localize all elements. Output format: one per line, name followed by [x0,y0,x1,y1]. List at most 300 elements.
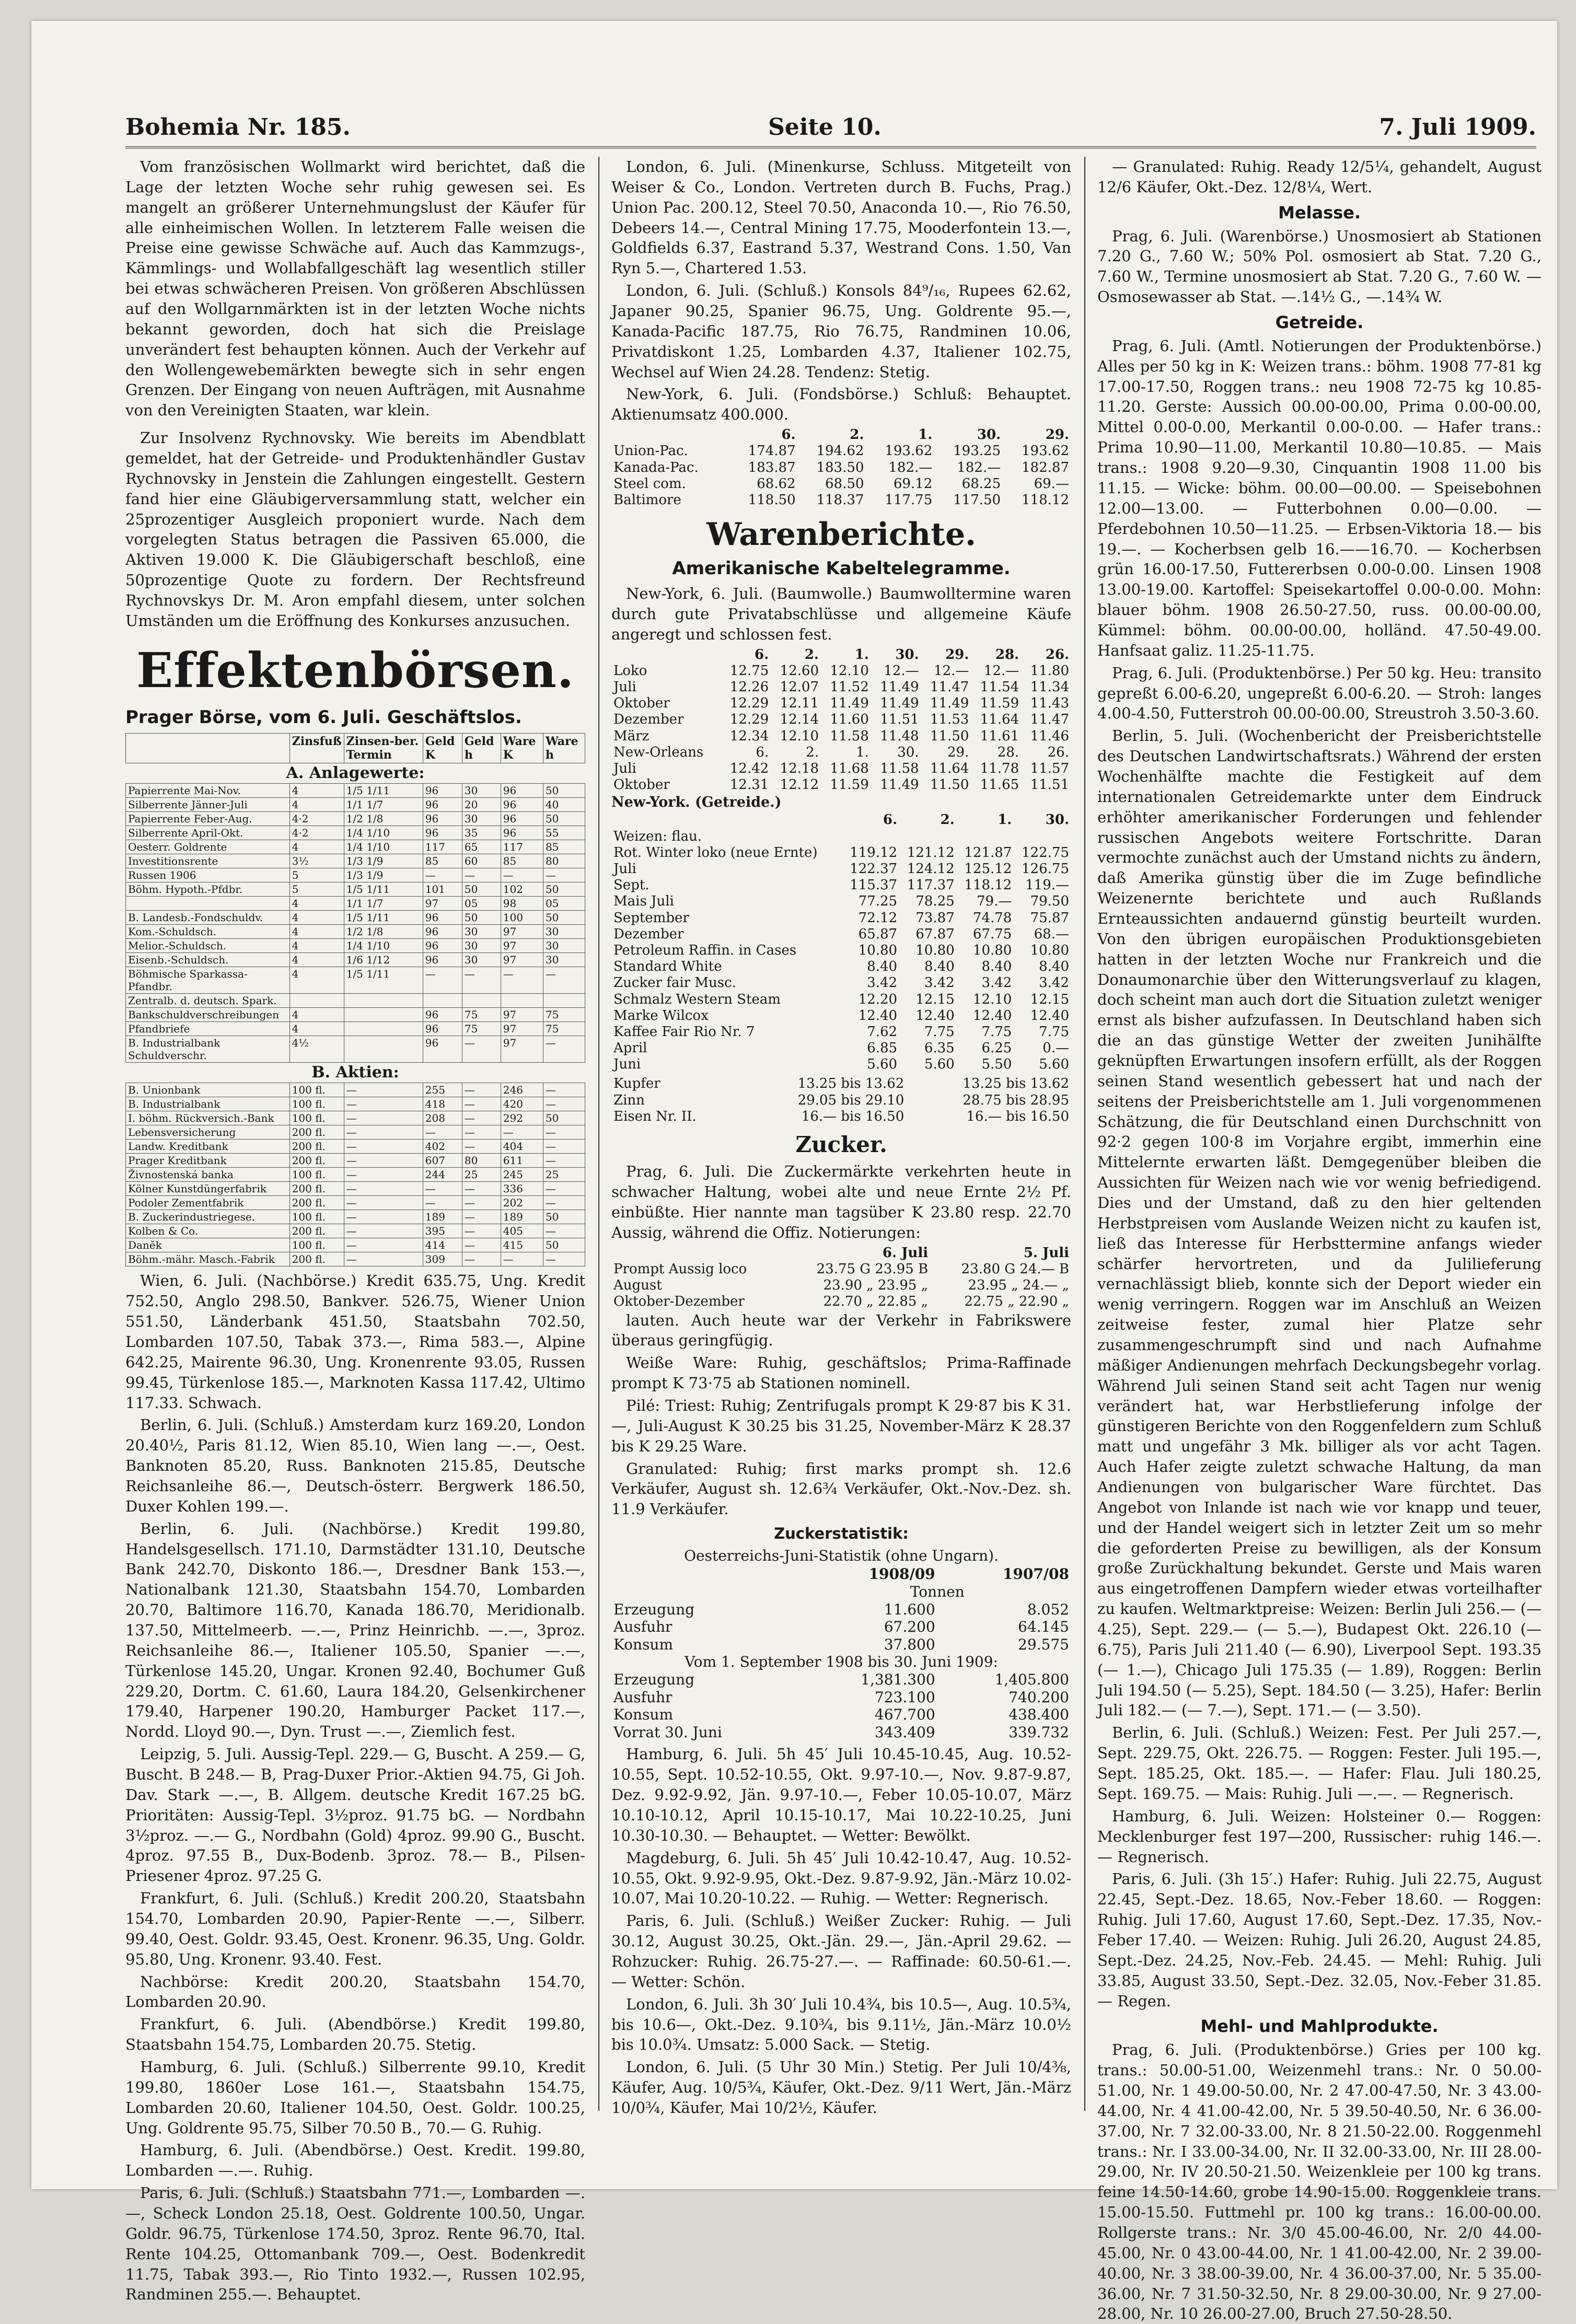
cell-value: 200 fl. [289,1252,344,1266]
cell-value: 12.40 [1030,1007,1069,1024]
cell-value: 29.575 [1018,1635,1069,1653]
column-header: 1907/08 [1002,1565,1069,1583]
cell-value: 11.43 [1030,695,1069,712]
report-berlin-nachboerse: Berlin, 6. Juli. (Nachbörse.) Kredit 199.80, Handelsgesellsch. 171.10, Darmstädter 131.10, Deutsche Bank 242.70, Diskonto 186.—, Dresdner Bank 153.—, Nationalbank 121.30, Staatsbahn 154.70, Lombarden 20.70, Baltimore 116.70, Kanada 186.70, Meridionalb. 137.50, Mittelmeerb. —.—, Prinz Heinrichb. —.—, 3proz. Reichsanleihe 86.—, Italiener 105.50, Spanier —.—, Türkenlose 145.20, Ungar. Kronen 92.40, Bochumer Guß 229.20, Dortm. C. 61.60, Laura 184.20, Gelsenkirchener 179.40, Harpener 190.20, Hamburger Packet 117.—, Nordd. Lloyd 90.—, Dyn. Trust —.—, Ziemlich fest. [125,1519,585,1741]
cell-value: 30 [462,939,501,953]
row-label: Konsum [613,1635,674,1653]
column-header: 29. [945,646,969,663]
cell-value: 11.58 [880,760,919,776]
bourse-row [126,840,585,854]
table-row [611,893,1071,910]
cell-value: — [344,1196,423,1210]
cell-value: — [462,1238,501,1252]
cell-value: 05 [462,897,501,911]
cell-value: 5.60 [867,1056,898,1073]
cell-value: 4 [289,953,344,967]
cell-value: — [543,1083,585,1097]
cell-value: 69.— [1034,475,1069,492]
table-row [611,1024,1071,1040]
cell-value [501,994,543,1008]
cell-value: 202 [501,1196,543,1210]
cell-value: 50 [543,1238,585,1252]
mehl-heading: Mehl- und Mahlprodukte. [1200,2016,1439,2037]
cell-value: 8.052 [1027,1600,1069,1618]
cell-value: 75 [462,1022,501,1036]
report-london-schluss: London, 6. Juli. (Schluß.) Konsols 84⁹/₁₆, Rupees 62.62, Japaner 90.25, Spanier 96.75, Ung. Goldrente 95.—, Kanada-Pacific 187.75, Rio 76.75, Randminen 10.06, Privatdiskont 1.25, Lombarden 4.37, Italiener 102.75, Wechsel auf Wien 24.28. Tendenz: Stetig. [611,282,1071,381]
cell-value: 183.87 [748,459,796,475]
cell-value [344,1008,423,1022]
cell-value: — [543,1252,585,1266]
cell-value [423,994,462,1008]
cell-value: 73.87 [916,910,955,926]
cell-value: 100 [501,911,543,925]
cell-value: — [543,1182,585,1196]
getreide-heading: Getreide. [1275,312,1364,333]
row-label: Kölner Kunstdüngerfabrik [126,1182,290,1196]
cell-value: 96 [423,812,462,826]
cell-value: 0.— [1042,1040,1069,1056]
row-label: Papierrente Feber-Aug. [126,812,290,826]
cell-value: 12.15 [916,991,955,1007]
kabeltelegramme-subheading: Amerikanische Kabeltelegramme. [672,557,1011,579]
cell-value: 1/3 1/9 [344,854,423,868]
cell-value: 96 [423,911,462,925]
article-insolvenz: Zur Insolvenz Rychnovsky. Wie bereits im Abendblatt gemeldet, hat der Getreide- und Produktenhändler Gustav Rychnovsky in Jenstein die Zahlungen eingestellt. Gestern fand hier eine Gläubigerversammlung statt, welcher ein 25prozentiger Ausgleich proponiert wurde. Nach dem vorgelegten Status betragen die Passiven 65.000, die Aktiven 19.000 K. Die Gläubigerschaft beschloß, eine 50prozentige Quote zu fordern. Der Rechtsfreund Rychnovskys Dr. M. Aron empfahl diesem, unter solchen Umständen um die Eröffnung des Konkurses anzusuchen. [125,429,585,630]
cell-value: 23.75 G 23.95 B [816,1261,929,1277]
cell-value: 67.200 [884,1618,935,1636]
bourse-row [126,1196,585,1210]
row-label: Steel com. [613,475,686,492]
cell-value: 10.80 [972,942,1012,958]
zucker-pile: Pilé: Triest: Ruhig; Zentrifugals prompt K 29·87 bis K 31.—, Juli-August K 30.25 bis 31.25, November-März K 28.37 bis K 29.25 Ware. [611,1396,1071,1455]
row-label: Weizen: flau. [613,828,702,844]
report-frankfurt-nachboerse: Nachbörse: Kredit 200.20, Staatsbahn 154.70, Lombarden 20.90. [125,1972,585,2011]
row-label: Juli [613,760,636,776]
row-label: B. Unionbank [126,1083,290,1097]
cell-value: 119.12 [850,844,898,861]
row-label: Juli [613,861,636,877]
column-left [125,157,585,2304]
cell-value [899,829,957,845]
cell-value: — [543,1097,585,1111]
cell-value: 20 [462,798,501,812]
report-berlin-getreide: Berlin, 6. Juli. (Schluß.) Weizen: Fest. Per Juli 257.—, Sept. 229.75, Okt. 226.75. — Roggen: Fester. Juli 195.—, Sept. 185.25, Okt. 185.—. — Hafer: Flau. Juli 180.25, Sept. 169.75. — Mais: Ruhig. Juli —.—. — Regnerisch. [1097,1724,1542,1803]
anlagewerte-rows [126,763,585,1063]
cell-value: 96 [423,826,462,840]
column-header: 30. [977,427,1001,443]
melasse-heading: Melasse. [1278,202,1361,223]
warenberichte-heading: Warenberichte. [706,516,976,553]
cell-value: 121.12 [907,844,955,861]
cell-value: 5.60 [1039,1056,1069,1073]
table-row [611,992,1071,1008]
bourse-row [126,967,585,994]
cell-value: — [462,1224,501,1238]
row-label: Silberrente April-Okt. [126,826,290,840]
report-newyork-fonds: New-York, 6. Juli. (Fondsbörse.) Schluß: Behauptet. Aktienumsatz 400.000. [611,385,1071,424]
cell-value: 740.200 [1009,1688,1069,1706]
cell-value: 16.— bis 16.50 [966,1108,1069,1124]
cell-value: 12.15 [1030,991,1069,1007]
cell-value: 11.80 [1030,663,1069,679]
cell-value: 100 fl. [289,1111,344,1125]
cell-value: 122.37 [850,861,898,877]
cell-value: 11.34 [1030,679,1069,695]
column-header: 2. [850,427,864,443]
cell-value: 4 [289,1008,344,1022]
cell-value: 117.37 [907,877,955,893]
cell-value: — [344,1097,423,1111]
cell-value: 80 [543,854,585,868]
report-paris: Paris, 6. Juli. (Schluß.) Staatsbahn 771.—, Lombarden —.—, Scheck London 25.18, Oest. Goldrente 100.50, Ungar. Goldr. 96.75, Türkenlose 174.50, 3proz. Rente 96.70, Ital. Rente 104.25, Ottomanbank 709.—, Oest. Bodenkredit 11.75, Tabak 393.—, Rio Tinto 1932.—, Russen 102.95, Randminen 255.—. Behauptet. [125,2184,585,2304]
cell-value: 12.29 [729,695,769,712]
granulated-note: — Granulated: Ruhig. Ready 12/5¼, gehandelt, August 12/6 Käufer, Okt.-Dez. 12/8¼, Wert. [1097,158,1542,196]
column-header [611,647,721,663]
row-label: Zucker fair Musc. [613,975,736,991]
cell-value: 11.65 [980,777,1019,793]
cell-value: 75 [543,1022,585,1036]
cell-value: 467.700 [874,1706,935,1724]
row-label: Vorrat 30. Juni [613,1723,722,1741]
bourse-row [126,1252,585,1266]
table-row [611,877,1071,893]
cell-value: — [462,1140,501,1154]
report-hamburg: Hamburg, 6. Juli. (Schluß.) Silberrente 99.10, Kredit 199.80, 1860er Lose 161.—, Staatsbahn 154.75, Lombarden 20.60, Italiener 104.50, Oest. Goldr. 100.25, Ung. Goldrente 95.75, Silber 70.50 B., 70.— G. Ruhig. [125,2058,585,2137]
cell-value: 96 [423,1022,462,1036]
bourse-row [126,1097,585,1111]
cell-value [957,829,1014,845]
row-label: B. Industrialbank Schuldverschr. [126,1036,290,1063]
cell-value: 11.52 [830,679,869,695]
cell-value: 30 [462,925,501,939]
column-header: 6. [755,646,769,663]
cell-value: 11.61 [980,728,1019,744]
report-london-zucker-abend: London, 6. Juli. (5 Uhr 30 Min.) Stetig. Per Juli 10/4⅜, Käufer, Aug. 10/5¾, Käufer, Okt.-Dez. 9/11 Wert, Jän.-März 10/0¾, Käufer, Mai 10/2½, Käufer. [611,2058,1071,2117]
zucker-verkehr: lauten. Auch heute war der Verkehr in Fabrikswere überaus geringfügig. [611,1311,1071,1350]
cell-value: 200 fl. [289,1224,344,1238]
cell-value: 96 [423,925,462,939]
cell-value: 29.05 bis 29.10 [797,1092,905,1108]
column-header: 30. [1045,812,1069,828]
cell-value: — [462,1097,501,1111]
cell-value: — [462,868,501,882]
row-label: August [613,1277,662,1294]
row-label: Eisen Nr. II. [613,1108,697,1124]
cell-value: 67.75 [972,926,1012,942]
report-hamburg-zucker: Hamburg, 6. Juli. 5h 45′ Juli 10.45-10.45, Aug. 10.52-10.55, Sept. 10.52-10.55, Okt. 9.97-10.—, Nov. 9.87-9.87, Dez. 9.92-9.92, Jän. 9.97-10.—, Feber 10.05-10.07, März 10.10-10.12, April 10.15-10.17, Mai 10.22-10.25, Juni 10.30-10.30. — Behauptet. — Wetter: Bewölkt. [611,1745,1071,1844]
table-row [611,1294,1071,1310]
cell-value: 5.60 [924,1056,955,1073]
cell-value: 1/2 1/8 [344,812,423,826]
cell-value: 339.732 [1009,1723,1069,1741]
cell-value: 96 [501,784,543,798]
cell-value: 12.42 [729,760,769,776]
cell-value: 11.47 [930,679,969,695]
cell-value: 255 [423,1083,462,1097]
row-label [126,897,290,911]
cell-value: — [344,1083,423,1097]
table-row [611,943,1071,959]
cell-value: 189 [501,1210,543,1224]
cell-value: — [344,1154,423,1168]
table-row [611,1261,1071,1277]
row-label: B. Zuckerindustriegese. [126,1210,290,1224]
cell-value: 1/4 1/10 [344,939,423,953]
cell-value: — [501,1252,543,1266]
zuckerstatistik-subheading: Oesterreichs-Juni-Statistik (ohne Ungarn). [684,1547,999,1564]
column-header [611,1245,784,1261]
cell-value: 182.87 [1022,459,1069,475]
row-label: I. böhm. Rückversich.-Bank [126,1111,290,1125]
row-label: Erzeugung [613,1600,695,1618]
cell-value: — [543,1154,585,1168]
cell-value: 4 [289,897,344,911]
cell-value: 75 [462,1008,501,1022]
column-header: 28. [995,646,1019,663]
cell-value: 7.62 [867,1024,898,1040]
cell-value: 4 [289,798,344,812]
table-row [611,1076,1071,1092]
cell-value: 1/4 1/10 [344,826,423,840]
report-hamburg-getreide: Hamburg, 6. Juli. Weizen: Holsteiner 0.— Roggen: Mecklenburger fest 197—200, Russischer: ruhig 146.—. — Regnerisch. [1097,1807,1542,1866]
cell-value: 35 [462,826,501,840]
cell-value: — [501,868,543,882]
cell-value: 97 [501,1022,543,1036]
cell-value: — [543,1125,585,1140]
cell-value: 1/4 1/10 [344,840,423,854]
cell-value: 182.— [957,459,1001,475]
table-row [611,1601,1071,1619]
column-rule-1 [598,157,599,2111]
cell-value: 101 [423,882,462,897]
cell-value: 26. [1047,744,1069,760]
cell-value: 40 [543,798,585,812]
column-rule-2 [1084,157,1085,2111]
cell-value: 8.40 [867,959,898,975]
cell-value: 50 [543,784,585,798]
cell-value: 96 [501,826,543,840]
cell-value: 96 [423,798,462,812]
bourse-row [126,882,585,897]
table-row [611,959,1071,975]
row-label: B. Landesb.-Fondschuldv. [126,911,290,925]
row-label: Loko [613,663,647,679]
cell-value: 100 fl. [289,1168,344,1182]
cell-value: 11.68 [830,760,869,776]
row-label: Kupfer [613,1076,660,1092]
cell-value: 16.— bis 16.50 [801,1108,905,1124]
report-paris-getreide: Paris, 6. Juli. (3h 15′.) Hafer: Ruhig. Juli 22.75, August 22.45, Sept.-Dez. 18.65, Nov.-Feber 18.60. — Roggen: Ruhig. Juli 17.60, August 17.60, Sept.-Dez. 17.35, Nov.-Feber 17.40. — Weizen: Ruhig. Juli 26.20, August 24.85, Sept.-Dez. 24.25, Nov.-Feb. 24.45. — Mehl: Ruhig. Juli 33.85, August 33.50, Sept.-Dez. 32.05, Nov.-Feber 31.85. — Regen. [1097,1870,1542,2010]
cell-value: — [543,1196,585,1210]
cell-value: 6.35 [924,1040,955,1056]
cell-value: 12.— [983,663,1019,679]
cell-value: 100 fl. [289,1083,344,1097]
report-baumwolle: New-York, 6. Juli. (Baumwolle.) Baumwolltermine waren durch gute Privatabschlüsse und allgemeine Käufe angeregt und schlossen fest. [611,585,1071,643]
cell-value: 25 [543,1168,585,1182]
cell-value: 11.47 [1030,712,1069,728]
cell-value: — [423,967,462,994]
cell-value: — [344,1182,423,1196]
column-header: 1908/09 [868,1565,935,1583]
row-label: Oktober [613,777,670,793]
cell-value: 11.59 [830,777,869,793]
cell-value [462,994,501,1008]
cell-value: 4 [289,911,344,925]
cell-value: 189 [423,1210,462,1224]
cell-value: 12.31 [729,777,769,793]
cell-value: 11.54 [980,679,1019,695]
cell-value: 122.75 [1022,844,1069,861]
report-paris-zucker: Paris, 6. Juli. (Schluß.) Weißer Zucker: Ruhig. — Juli 30.12, August 30.25, Okt.-Jän. 29.—, Jän.-April 29.62. — Rohzucker: Ruhig. 26.75-27.—. — Raffinade: 60.50-61.—. — Wetter: Schön. [611,1912,1071,1991]
cell-value: 96 [501,812,543,826]
cell-value: 3.42 [867,975,898,991]
cell-value: — [543,1224,585,1238]
cell-value: 1/6 1/12 [344,953,423,967]
table-row [611,861,1071,877]
th-name [126,733,290,763]
table-row [611,476,1071,492]
cell-value: 12.40 [858,1007,898,1024]
row-label: Konsum [613,1706,674,1724]
row-label: Petroleum Raffin. in Cases [613,942,797,958]
column-header: 5. Juli [1023,1245,1069,1261]
cell-value: 4½ [289,1036,344,1063]
cell-value: 174.87 [748,443,796,459]
bourse-row [126,939,585,953]
report-hamburg-abend: Hamburg, 6. Juli. (Abendbörse.) Oest. Kredit. 199.80, Lombarden —.—. Ruhig. [125,2141,585,2180]
cell-value: 30. [897,744,919,760]
row-label: Oktober-Dezember [613,1294,745,1310]
cell-value: 102 [501,882,543,897]
row-label: New-Orleans [613,744,704,760]
cell-value: 4 [289,967,344,994]
cell-value: 5 [289,882,344,897]
cell-value: 405 [501,1224,543,1238]
th-geld-h: Geld h [462,733,501,763]
cell-value: 1/5 1/11 [344,967,423,994]
cell-value: 11.64 [980,712,1019,728]
row-label: Silberrente Jänner-Juli [126,798,290,812]
column-header [611,427,729,443]
cell-value: 8.40 [1039,959,1069,975]
column-header: 6. [781,427,796,443]
cell-value: 3.42 [924,975,955,991]
cell-value: 11.64 [930,760,969,776]
cell-value: 7.75 [981,1024,1012,1040]
cell-value: 11.58 [830,728,869,744]
cell-value: 193.62 [885,443,933,459]
row-label: Ausfuhr [613,1618,673,1636]
bourse-row [126,868,585,882]
cell-value: 65.87 [858,926,898,942]
bourse-row [126,798,585,812]
cell-value: 200 fl. [289,1196,344,1210]
row-label: Sept. [613,877,650,893]
cell-value: 22.75 „ 22.90 „ [964,1294,1069,1310]
cell-value: 11.49 [880,695,919,712]
cell-value: 11.600 [884,1600,935,1618]
table-row [611,460,1071,476]
column-header: 30. [895,646,919,663]
row-label: Böhm. Hypoth.-Pfdbr. [126,882,290,897]
report-frankfurt: Frankfurt, 6. Juli. (Schluß.) Kredit 200.20, Staatsbahn 154.70, Lombarden 20.90, Papier-Rente —.—, Silberr. 99.40, Oest. Goldr. 93.45, Oest. Kronenr. 96.35, Ung. Goldr. 95.80, Ung. Kronenr. 93.40. Fest. [125,1889,585,1968]
bourse-row [126,1168,585,1182]
cell-value: 117.50 [953,492,1001,508]
aktien-rows [126,1063,585,1266]
row-label: Union-Pac. [613,443,688,459]
column-header [611,812,842,828]
cell-value: 11.78 [980,760,1019,776]
table-row [611,1008,1071,1024]
table-row [611,1093,1071,1109]
article-wollmarkt: Vom französischen Wollmarkt wird berichtet, daß die Lage der letzten Woche sehr ruhig gewesen sei. Es mangelt an größerer Unternehmungslust der Käufer für alle einheimischen Wollen. In letzterem Falle weisen die Preise eine gewisse Schwäche auf. Auch das Kammzugs-, Kämmlings- und Wollabfallgeschäft lag wesentlich stiller bei etwas schwächeren Preisen. Von größeren Abschlüssen auf den Wollgarnmärkten ist in der letzten Woche nichts bekannt geworden, doch hat sich die Preislage unverändert fest behaupten können. Auch der Verkehr auf den Wollengewebemärkten bewegte sich in sehr engen Grenzen. Der Eingang von neuen Aufträgen, mit Ausnahme von den Vereinigten Staaten, war klein. [125,158,585,420]
report-leipzig: Leipzig, 5. Juli. Aussig-Tepl. 229.— G, Buscht. A 259.— G, Buscht. B 248.— B, Prag-Duxer Prior.-Aktien 94.75, Gi Joh. Dav. Stark —.—, B. Allgem. deutsche Kredit 167.25 bG. Prioritäten: Aussig-Tepl. 3½proz. 91.75 bG. — Nordbahn 3½proz. —.— G., Nordbahn (Gold) 4proz. 99.90 G., Buscht. 4proz. 97.55 B., Dux-Bodenb. 3proz. 78.— B., Pilsen-Priesener 4proz. 97.25 G. [125,1745,585,1885]
cell-value: 12.— [884,663,919,679]
table-row [611,728,1071,745]
th-geld-k: Geld K [423,733,462,763]
cell-value: 50 [543,1210,585,1224]
cell-value: 607 [423,1154,462,1168]
cell-value: 97 [501,939,543,953]
cell-value: 1/5 1/11 [344,882,423,897]
zuckerstatistik-heading: Zuckerstatistik: [774,1525,909,1543]
cell-value: 115.37 [850,877,898,893]
table-row [611,1056,1071,1073]
cell-value: 1/1 1/7 [344,798,423,812]
header-paper-issue: Bohemia Nr. 185. [125,114,351,141]
row-label: Daněk [126,1238,290,1252]
table-row [611,679,1071,695]
cell-value: 25 [462,1168,501,1182]
cell-value: 125.12 [964,861,1012,877]
table-row [611,745,1071,761]
row-label: Böhmische Sparkassa-Pfandbr. [126,967,290,994]
cell-value: 10.80 [858,942,898,958]
cell-value: 85 [543,840,585,854]
cell-value: 12.10 [780,728,819,744]
cell-value: 97 [501,925,543,939]
cell-value: 611 [501,1154,543,1168]
table-row [611,1618,1071,1636]
cell-value: — [543,1140,585,1154]
bourse-row [126,1182,585,1196]
cell-value: 1,405.800 [994,1671,1069,1689]
cell-value: 10.80 [1030,942,1069,958]
cell-value: 80 [462,1154,501,1168]
cell-value: 4·2 [289,826,344,840]
cell-value: 69.12 [893,475,933,492]
cell-value: 30 [543,953,585,967]
bourse-row [126,1125,585,1140]
cell-value: 97 [501,1008,543,1022]
cell-value: 309 [423,1252,462,1266]
cell-value: 200 fl. [289,1140,344,1154]
row-label: Zentralb. d. deutsch. Spark. [126,994,290,1008]
cell-value: — [462,1125,501,1140]
row-label: Lebensversicherung [126,1125,290,1140]
cell-value: 96 [423,1008,462,1022]
cell-value: 13.25 bis 13.62 [797,1076,905,1092]
row-label: Erzeugung [613,1671,695,1689]
newyork-stocks-table [611,427,1071,508]
cell-value: 1/5 1/11 [344,784,423,798]
cell-value: 11.46 [1030,728,1069,744]
cell-value: 6.85 [867,1040,898,1056]
th-ware-k: Ware K [501,733,543,763]
cell-value: 420 [501,1097,543,1111]
cell-value: 12.20 [858,991,898,1007]
cell-value: 1/2 1/8 [344,925,423,939]
